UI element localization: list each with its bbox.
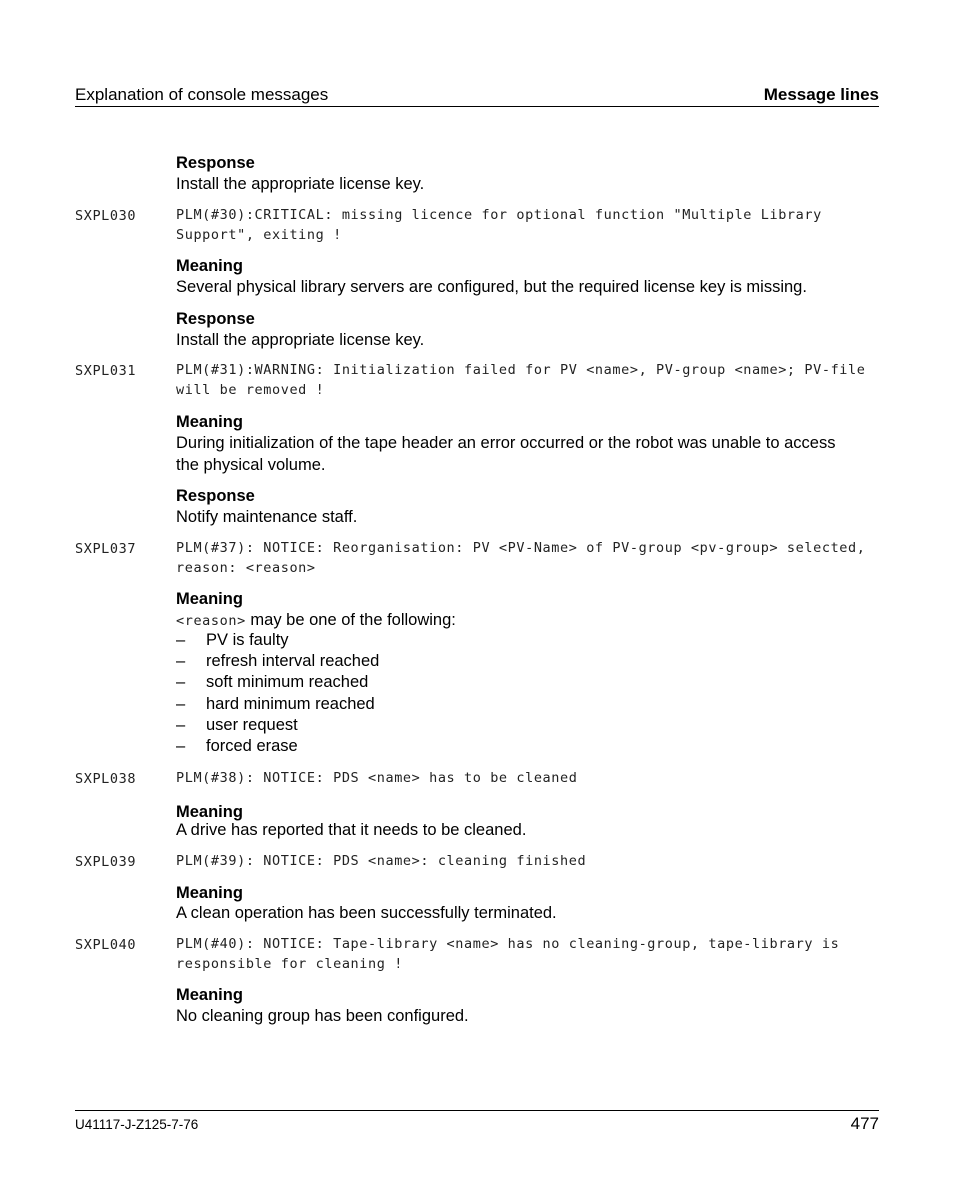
meaning-heading: Meaning: [176, 986, 243, 1004]
message-code: PLM(#40): NOTICE: Tape-library <name> has no cleaning-group, tape-library is responsible for cleaning !: [176, 936, 840, 972]
message-id: SXPL038: [75, 771, 137, 787]
response-heading: Response: [176, 154, 255, 172]
response-heading: Response: [176, 310, 255, 328]
meaning-heading: Meaning: [176, 413, 243, 431]
meaning-heading: Meaning: [176, 257, 243, 275]
header-section-title: Explanation of console messages: [75, 85, 329, 104]
page-number: 477: [850, 1114, 879, 1133]
message-code: PLM(#31):WARNING: Initialization failed for PV <name>, PV-group <name>; PV-file will be removed !: [176, 362, 866, 398]
meaning-text: A drive has reported that it needs to be cleaned.: [176, 821, 527, 839]
message-code: PLM(#39): NOTICE: PDS <name>: cleaning finished: [176, 853, 587, 869]
response-text: Install the appropriate license key.: [176, 331, 425, 349]
header-chapter-title: Message lines: [763, 85, 879, 104]
meaning-text: Several physical library servers are configured, but the required license key is missing.: [176, 278, 807, 296]
message-id: SXPL040: [75, 937, 137, 953]
meaning-text: A clean operation has been successfully terminated.: [176, 904, 557, 922]
response-heading: Response: [176, 487, 255, 505]
message-id: SXPL030: [75, 208, 137, 224]
page-header: [75, 84, 879, 107]
reason-placeholder: <reason>: [176, 613, 246, 629]
message-code: PLM(#38): NOTICE: PDS <name> has to be cleaned: [176, 770, 578, 786]
message-id: SXPL039: [75, 854, 137, 870]
meaning-text: During initialization of the tape header an error occurred or the robot was unable to access the physical volume.: [176, 434, 836, 474]
message-code: PLM(#30):CRITICAL: missing licence for optional function "Multiple Library Support", exiting !: [176, 207, 822, 243]
footer-divider: [75, 1110, 879, 1111]
message-code: PLM(#37): NOTICE: Reorganisation: PV <PV-Name> of PV-group <pv-group> selected, reason: <reason>: [176, 540, 866, 576]
meaning-text: <reason> may be one of the following:: [176, 611, 456, 629]
meaning-heading: Meaning: [176, 590, 243, 608]
meaning-heading: Meaning: [176, 803, 243, 821]
document-id: U41117-J-Z125-7-76: [75, 1117, 199, 1132]
response-text: Install the appropriate license key.: [176, 175, 425, 193]
message-id: SXPL031: [75, 363, 137, 379]
meaning-text: No cleaning group has been configured.: [176, 1007, 469, 1025]
meaning-heading: Meaning: [176, 884, 243, 902]
response-text: Notify maintenance staff.: [176, 508, 358, 526]
message-id: SXPL037: [75, 541, 137, 557]
